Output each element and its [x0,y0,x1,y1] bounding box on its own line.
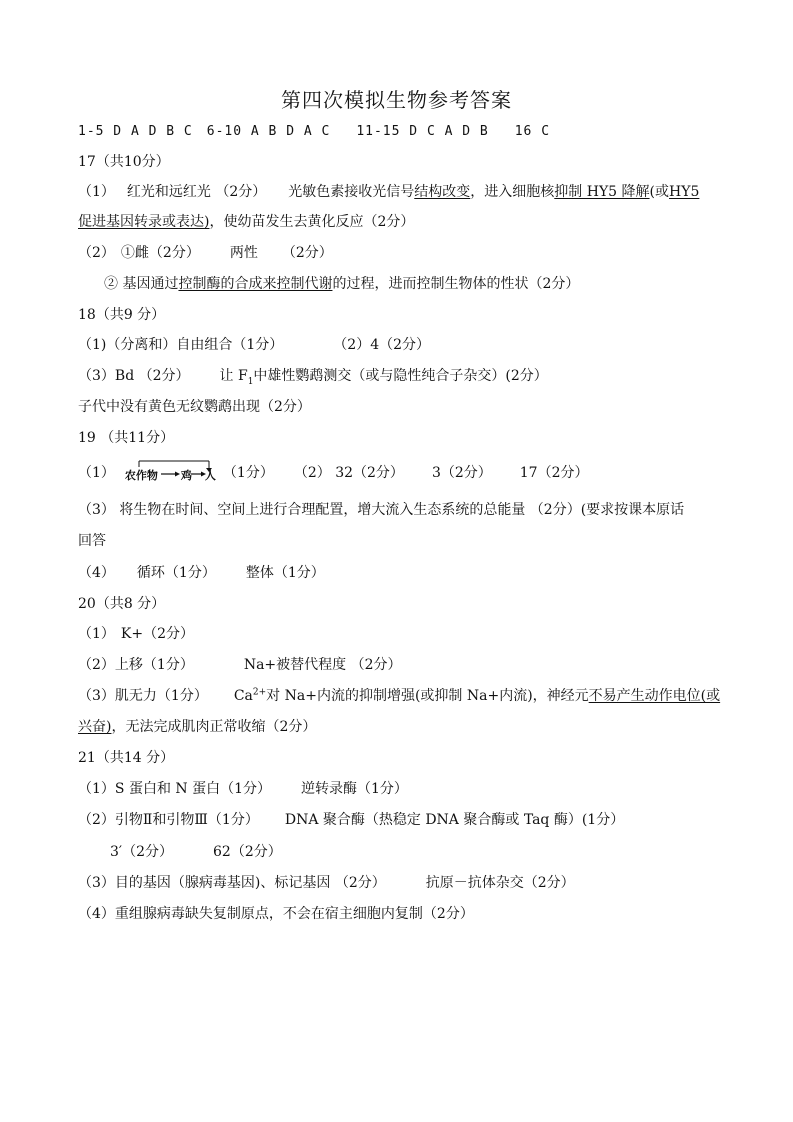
mc-16: 16 C [514,124,551,139]
q19-line1 [78,462,589,484]
q21-line5: （4）重组腺病毒缺失复制原点，不会在宿主细胞内复制（2分） [78,906,474,922]
q19-line4 [78,563,325,583]
q19-part4-b: 整体（1分） [245,565,325,581]
q17-part2-b-intro: ② 基因通过 [104,276,179,292]
q17-part2-answer-a: ①雌（2分） [120,245,200,261]
q18-line2 [78,366,548,386]
q19-part2-b: 3（2分） [431,465,492,481]
q20-part2-b: Na+被替代程度 （2分） [243,657,402,673]
q18-header: 18（共9 分） [78,307,166,323]
mc-11-15: 11-15 D C A D B [356,124,489,139]
q17-underline-inhibit: 抑制 HY5 降解 [554,184,650,200]
q19-part4-a: 循环（1分） [136,565,216,581]
q18-part3-c: 中雄性鹦鹉测交（或与隐性纯合子杂交）(2分） [253,368,548,384]
q17-underline-hy5: HY5 [669,184,700,200]
q21-part3-a: （3）目的基因（腺病毒基因)、标记基因 （2分） [78,875,386,891]
q17-underline-enzyme: 控制酶的合成来控制代谢 [178,276,333,292]
q21-line1 [78,779,408,799]
q18-subscript: 1 [247,376,254,387]
q17-line3 [78,243,333,263]
q20-header: 20（共8 分） [78,596,166,612]
q21-line3 [110,842,282,862]
q21-header: 21（共14 分） [78,750,175,766]
q17-line1 [78,182,699,202]
q20-part2-a: （2）上移（1分） [78,657,194,673]
q20-line3 [78,686,720,706]
q18-part2: （2）4（2分） [333,337,431,353]
q20-part3-a: （3）肌无力（1分） [78,688,208,704]
chain-chicken: 鸡 [180,469,192,482]
q18-part1: （1)（分离和）自由组合（1分） [78,337,284,353]
q17-line4 [104,274,579,294]
q21-part1-a: （1）S 蛋白和 N 蛋白（1分） [78,781,272,797]
q17-part2-num: （2） [78,245,115,261]
q19-part2-c: 17（2分） [519,465,589,481]
q17-underline-promote: 促进基因转录或表达) [78,214,210,230]
q20-underline-excitation: 兴奋) [78,719,112,735]
q18-line1 [78,335,430,355]
q21-line2 [78,810,624,830]
q20-calcium: Ca [233,688,253,704]
q19-line2: （3） 将生物在时间、空间上进行合理配置，增大流入生态系统的总能量 （2分）(要求按课本原话 [78,502,685,518]
q17-underline-structure: 结构改变 [414,184,471,200]
mc-1-5: 1-5 D A D B C [78,124,193,139]
q20-line1 [78,624,194,644]
q19-header: 19 （共11分） [78,430,175,446]
q19-part1-num: （1） [78,465,115,481]
q17-header: 17（共10分） [78,154,170,170]
q17-part2-b-rest: 的过程，进而控制生物体的性状（2分） [332,276,580,292]
q17-part2-answer-b: 两性 [229,245,258,261]
q20-underline-action-potential: 不易产生动作电位(或 [588,688,721,704]
q20-calcium-charge: 2+ [252,687,267,698]
page-title: 第四次模拟生物参考答案 [281,88,512,112]
q21-part3-b: 抗原－抗体杂交（2分） [425,875,575,891]
q21-part2-a: （2）引物Ⅱ和引物Ⅲ（1分） [78,812,259,828]
q20-part1: K+（2分） [120,626,195,642]
q21-part2-c: 3′（2分） [110,844,173,860]
mc-answers [78,122,550,142]
q21-line4 [78,873,575,893]
q18-line3: 子代中没有黄色无纹鹦鹉出现（2分） [78,399,311,415]
q17-part1-num: （1） [78,184,115,200]
q18-part3-b: 让 F [219,368,248,384]
chain-crops: 农作物 [124,469,158,482]
mc-6-10: 6-10 A B D A C [206,124,331,139]
q20-part1-num: （1） [78,626,115,642]
q21-part1-b: 逆转录酶（1分） [301,781,408,797]
q17-part1-answer-d: (或 [649,184,670,200]
q19-part4-num: （4） [78,565,115,581]
q17-line2-rest: ，使幼苗发生去黄化反应（2分） [209,214,415,230]
chain-human: 人 [204,469,216,482]
q21-part2-b: DNA 聚合酶（热稳定 DNA 聚合酶或 Taq 酶）(1分） [284,812,625,828]
chain-arrowhead-1 [175,472,180,477]
q20-line4 [78,717,316,737]
q19-part1-score: （1分） [222,465,274,481]
q17-part1-answer-c: ，进入细胞核 [470,184,555,200]
q19-line3: 回答 [78,533,106,549]
food-chain-diagram [125,462,217,484]
q17-line2 [78,212,414,232]
q20-part3-b: 对 Na+内流的抑制增强(或抑制 Na+内流)，神经元 [266,688,589,704]
q17-part1-answer-b: 光敏色素接收光信号 [288,184,415,200]
q20-line4-rest: ，无法完成肌肉正常收缩（2分） [111,719,317,735]
q20-line2 [78,655,402,675]
q18-part3-a: （3）Bd （2分） [78,368,190,384]
q19-part2: （2） 32（2分） [293,465,404,481]
q17-part2-score: （2分） [281,245,333,261]
q17-part1-answer-a: 红光和远红光 （2分） [126,184,267,200]
q21-part2-d: 62（2分） [213,844,282,860]
